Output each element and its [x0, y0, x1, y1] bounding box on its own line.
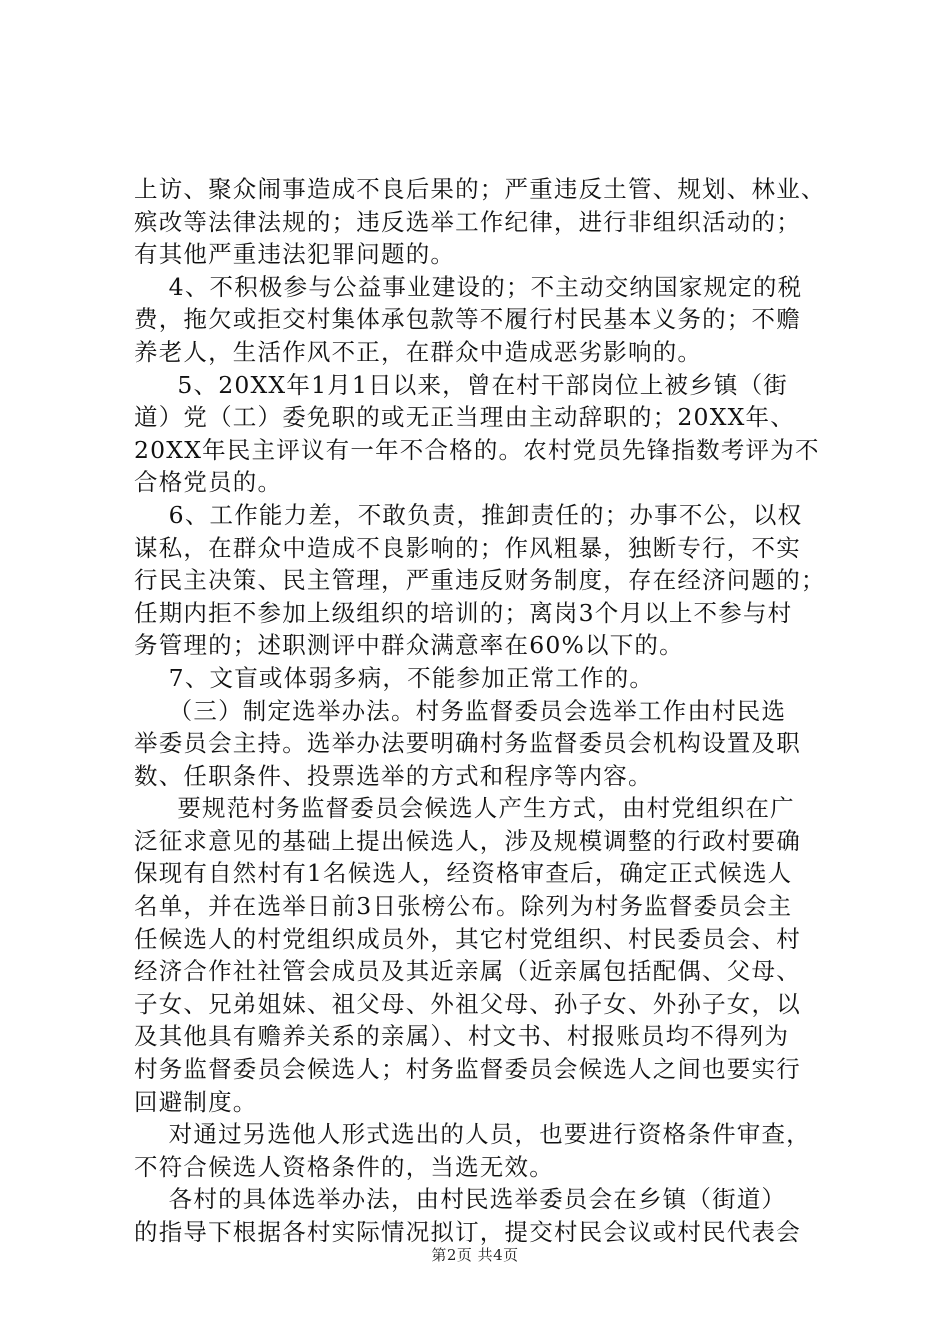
- text-line: 要规范村务监督委员会候选人产生方式，由村党组织在广: [134, 794, 795, 823]
- text-line: 6、工作能力差，不敢负责，推卸责任的；办事不公，以权: [134, 500, 803, 529]
- text-line: 及其他具有赡养关系的亲属）、村文书、村报账员均不得列为: [134, 1022, 790, 1051]
- text-line: 任候选人的村党组织成员外，其它村党组织、村民委员会、村: [134, 924, 801, 953]
- text-line: 务管理的；述职测评中群众满意率在60%以下的。: [134, 631, 684, 660]
- text-line: 回避制度。: [134, 1087, 258, 1116]
- text-line: 的指导下根据各村实际情况拟订，提交村民会议或村民代表会: [134, 1218, 801, 1246]
- text-line: 对通过另选他人形式选出的人员，也要进行资格条件审查，: [134, 1120, 811, 1149]
- page-footer: 第2页 共4页: [431, 1246, 519, 1264]
- text-line: 费，拖欠或拒交村集体承包款等不履行村民基本义务的；不赡: [134, 305, 801, 334]
- text-line: 5、20XX年1月1日以来，曾在村干部岗位上被乡镇（街: [134, 370, 788, 399]
- text-line: 殡改等法律法规的；违反选举工作纪律，进行非组织活动的；: [134, 207, 801, 236]
- text-line: 任期内拒不参加上级组织的培训的；离岗3个月以上不参与村: [134, 598, 793, 627]
- text-line: 名单，并在选举日前3日张榜公布。除列为村务监督委员会主: [134, 892, 793, 921]
- text-line: 各村的具体选举办法，由村民选举委员会在乡镇（街道）: [134, 1185, 787, 1214]
- document-body: [134, 173, 834, 1249]
- text-line: 保现有自然村有1名候选人，经资格审查后，确定正式候选人: [134, 859, 793, 888]
- text-line: 举委员会主持。选举办法要明确村务监督委员会机构设置及职: [134, 729, 801, 758]
- text-line: 行民主决策、民主管理，严重违反财务制度，存在经济问题的；: [134, 566, 826, 595]
- text-line: 4、不积极参与公益事业建设的；不主动交纳国家规定的税: [134, 272, 803, 301]
- text-line: 泛征求意见的基础上提出候选人，涉及规模调整的行政村要确: [134, 826, 801, 855]
- text-line: 道）党（工）委免职的或无正当理由主动辞职的；20XX年、: [134, 403, 795, 432]
- text-line: 子女、兄弟姐妹、祖父母、外祖父母、孙子女、外孙子女，以: [134, 989, 801, 1018]
- text-line: 数、任职条件、投票选举的方式和程序等内容。: [134, 761, 653, 790]
- text-line: （三）制定选举办法。村务监督委员会选举工作由村民选: [134, 696, 787, 725]
- text-line: 养老人，生活作风不正，在群众中造成恶劣影响的。: [134, 337, 703, 366]
- text-line: 上访、聚众闹事造成不良后果的；严重违反土管、规划、林业、: [134, 175, 826, 203]
- text-line: 7、文盲或体弱多病，不能参加正常工作的。: [134, 663, 655, 692]
- text-line: 20XX年民主评议有一年不合格的。农村党员先锋指数考评为不: [134, 435, 820, 464]
- text-line: 谋私，在群众中造成不良影响的；作风粗暴，独断专行，不实: [134, 533, 801, 562]
- text-line: 有其他严重违法犯罪问题的。: [134, 240, 456, 269]
- text-line: 不符合候选人资格条件的，当选无效。: [134, 1152, 554, 1181]
- text-line: 合格党员的。: [134, 468, 283, 497]
- text-line: 村务监督委员会候选人；村务监督委员会候选人之间也要实行: [134, 1055, 801, 1084]
- text-line: 经济合作社社管会成员及其近亲属（近亲属包括配偶、父母、: [134, 957, 801, 986]
